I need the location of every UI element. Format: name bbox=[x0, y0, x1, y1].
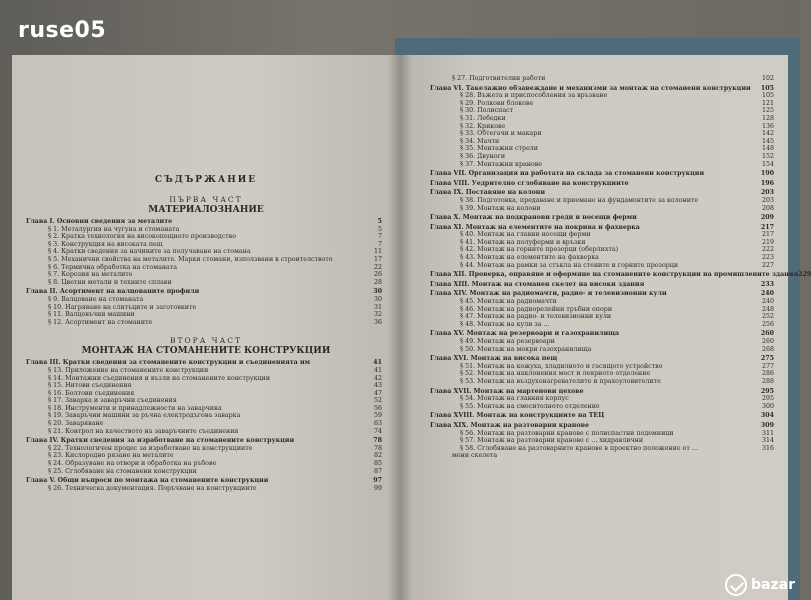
toc-section-entry bbox=[26, 226, 382, 234]
toc-page-number: 142 bbox=[761, 130, 774, 138]
toc-entry-title: § 50. Монтаж на мокри газохранилища bbox=[460, 345, 592, 353]
toc-entry-title: § 20. Заваряване bbox=[48, 420, 104, 428]
toc-chapter-entry bbox=[26, 437, 382, 445]
part2-label: ВТОРА ЧАСТ bbox=[170, 336, 242, 346]
toc-page-number: 295 bbox=[760, 387, 774, 395]
toc-page-number: 43 bbox=[373, 382, 382, 390]
toc-entry-title: Глава XIX. Монтаж на разтоварни кранове bbox=[430, 421, 589, 429]
toc-section-entry bbox=[430, 138, 774, 146]
toc-section-entry bbox=[430, 363, 774, 371]
toc-entry-title: § 27. Подготвителни работи bbox=[452, 75, 546, 82]
toc-section-entry bbox=[430, 145, 774, 153]
toc-page-number: 78 bbox=[373, 444, 382, 452]
toc-entry-title: Глава V. Общи въпроси по монтажа на стоманените конструкции bbox=[26, 477, 269, 485]
toc-section-entry bbox=[430, 123, 774, 131]
toc-chapter-entry bbox=[430, 412, 774, 420]
toc-page-number: 219 bbox=[761, 238, 774, 246]
toc-chapter-entry bbox=[26, 218, 382, 226]
site-badge bbox=[725, 570, 800, 600]
toc-section-entry bbox=[430, 231, 774, 239]
toc-page-number: 240 bbox=[760, 290, 774, 298]
toc-section-entry bbox=[430, 197, 774, 205]
toc-entry-title: § 58. Сглобяване на разтоварните кранове в проектно положение от ... bbox=[460, 444, 698, 452]
toc-section-entry bbox=[430, 403, 774, 411]
toc-section-entry bbox=[26, 279, 382, 287]
check-circle-icon bbox=[725, 574, 747, 596]
toc-entry-title: Глава VI. Такелажно обзавеждане и механизми за монтаж на стоманени конструкции bbox=[430, 84, 751, 92]
toc-section-entry bbox=[430, 100, 774, 108]
toc-section-entry bbox=[26, 296, 382, 304]
toc-page-number: 41 bbox=[373, 366, 382, 374]
toc-entry-title: Глава X. Монтаж на подкранови греди и носещи ферми bbox=[430, 214, 637, 222]
toc-page-number: 154 bbox=[761, 160, 774, 168]
toc-section-entry bbox=[26, 468, 382, 476]
toc-section-entry bbox=[430, 313, 774, 321]
toc-entry-title: § 22. Технологичен процес за изработване на конструкциите bbox=[48, 444, 253, 452]
toc-section-entry bbox=[26, 405, 382, 413]
toc-page-number: 309 bbox=[760, 421, 774, 429]
toc-entry-title: § 52. Монтаж на наклонения мост и леярното отделение bbox=[460, 370, 651, 378]
toc-chapter-entry bbox=[430, 189, 774, 197]
toc-section-entry bbox=[26, 445, 382, 453]
toc-entry-title: § 7. Корозия на металите bbox=[48, 271, 133, 279]
toc-section-entry bbox=[430, 161, 774, 169]
toc-chapter-entry bbox=[26, 288, 382, 296]
toc-section-entry bbox=[26, 452, 382, 460]
toc-entry-title: § 3. Конструкция на високата пещ bbox=[48, 240, 163, 248]
toc-section-entry bbox=[26, 485, 382, 493]
toc-page-number: 223 bbox=[761, 254, 774, 262]
right-toc bbox=[400, 75, 811, 460]
toc-page-number: 47 bbox=[373, 389, 382, 397]
toc-entry-title: § 40. Монтаж на главни носещи ферми bbox=[460, 231, 591, 239]
toc-chapter-entry bbox=[430, 281, 774, 289]
toc-page-number: 31 bbox=[373, 303, 382, 311]
toc-entry-title: § 28. Въжета и приспособления за връзване bbox=[460, 92, 608, 100]
part1-title: МАТЕРИАЛОЗНАНИЕ bbox=[148, 205, 264, 215]
toc-chapter-entry bbox=[430, 355, 774, 363]
badge-label: bazar bbox=[751, 577, 795, 593]
toc-chapter-entry bbox=[430, 388, 774, 396]
toc-page-number: 295 bbox=[761, 395, 774, 403]
toc-page-number bbox=[756, 452, 774, 460]
toc-page-number: 41 bbox=[373, 359, 382, 367]
toc-page-number: 87 bbox=[373, 467, 382, 475]
toc-page-number: 208 bbox=[761, 204, 774, 212]
toc-page-number: 268 bbox=[761, 345, 774, 353]
toc-page-number: 256 bbox=[761, 320, 774, 328]
toc-page-number: 128 bbox=[761, 114, 774, 122]
toc-page-number: 314 bbox=[761, 437, 774, 445]
toc-page-number: 74 bbox=[373, 427, 382, 435]
toc-page-number: 300 bbox=[761, 402, 774, 410]
toc-section-entry bbox=[430, 107, 774, 115]
toc-page-number: 145 bbox=[761, 137, 774, 145]
toc-section-entry bbox=[430, 246, 774, 254]
toc-section-entry bbox=[26, 460, 382, 468]
toc-entry-title: § 19. Заваръчни машини за ръчна електродъгова заварка bbox=[48, 412, 241, 420]
toc-section-entry bbox=[26, 264, 382, 272]
toc-entry-title: § 43. Монтаж на елементите на фахверка bbox=[460, 254, 599, 262]
toc-page-number: 252 bbox=[761, 313, 774, 321]
toc-entry-title: § 16. Болтови съединения bbox=[48, 389, 135, 397]
toc-page-number: 190 bbox=[760, 170, 774, 178]
toc-entry-title: Глава II. Асортимент на валцованите профили bbox=[26, 288, 200, 296]
toc-entry-title: § 9. Валцоване на стоманата bbox=[48, 295, 144, 303]
toc-entry-title: § 34. Мачти bbox=[460, 137, 500, 145]
toc-page-number: 286 bbox=[761, 370, 774, 378]
toc-page-number: 85 bbox=[373, 460, 382, 468]
toc-entry-title: § 35. Монтажни стрели bbox=[460, 145, 538, 153]
toc-entry-title: § 1. Металургия на чугуна и стоманата bbox=[48, 225, 180, 233]
toc-page-number: 196 bbox=[760, 179, 774, 187]
toc-section-entry bbox=[26, 367, 382, 375]
toc-page-number: 260 bbox=[760, 330, 774, 338]
toc-page-number: 17 bbox=[373, 255, 382, 263]
toc-page-number: 233 bbox=[760, 280, 774, 288]
toc-entry-title: § 47. Монтаж на радио- и телевизионни кули bbox=[460, 313, 612, 321]
toc-entry-title: § 4. Кратки сведения за начините за получаване на стомана bbox=[48, 248, 251, 256]
toc-entry-title: § 23. Кислородно рязане на металите bbox=[48, 452, 174, 460]
toc-page-number: 30 bbox=[373, 288, 382, 296]
toc-page-number: 36 bbox=[373, 318, 382, 326]
toc-entry-title: Глава I. Основни сведения за металите bbox=[26, 218, 173, 225]
toc-entry-title: § 25. Сглобяване на стоманени конструкции bbox=[48, 467, 197, 475]
toc-entry-title: Глава XIII. Монтаж на стоманен скелет на високи здания bbox=[430, 280, 645, 288]
toc-page-number: 26 bbox=[373, 271, 382, 279]
part2-toc bbox=[12, 359, 400, 492]
toc-section-entry bbox=[26, 233, 382, 241]
toc-entry-title: § 41. Монтаж на полуферми и връзки bbox=[460, 238, 586, 246]
toc-entry-title: Глава VII. Организация на работата на склада за стоманени конструкции bbox=[430, 170, 705, 178]
toc-page-number: 125 bbox=[761, 107, 774, 115]
toc-page-number: 288 bbox=[761, 377, 774, 385]
toc-page-number: 203 bbox=[760, 189, 774, 197]
toc-entry-title: § 48. Монтаж на кули за ... bbox=[460, 320, 550, 328]
toc-section-entry bbox=[26, 256, 382, 264]
toc-chapter-entry bbox=[430, 85, 774, 93]
toc-entry-title: § 18. Инструменти и принадлежности на заварчика bbox=[48, 404, 222, 412]
toc-entry-title: § 54. Монтаж на главния корпус bbox=[460, 395, 569, 403]
toc-page-number: 311 bbox=[761, 429, 774, 437]
toc-page-number: 275 bbox=[760, 355, 774, 363]
toc-page-number: 217 bbox=[761, 231, 774, 239]
toc-page-number: 227 bbox=[761, 261, 774, 269]
toc-entry-title: Глава III. Кратки сведения за стоманените конструкции и съединенията им bbox=[26, 359, 311, 367]
toc-entry-title: § 6. Термична обработка на стоманата bbox=[48, 263, 178, 271]
toc-section-entry bbox=[26, 375, 382, 383]
toc-section-entry bbox=[26, 382, 382, 390]
toc-entry-title: § 32. Крикове bbox=[460, 122, 506, 130]
toc-entry-title: § 12. Асортимент на стоманите bbox=[48, 318, 153, 326]
toc-page-number: 63 bbox=[373, 420, 382, 428]
right-page bbox=[400, 55, 811, 600]
toc-page-number: 30 bbox=[373, 295, 382, 303]
toc-page-number: 99 bbox=[373, 484, 382, 492]
toc-page-number: 105 bbox=[760, 84, 774, 92]
toc-entry-title: § 44. Монтаж на рамки за стъкла на стените и горните прозорци bbox=[460, 261, 679, 269]
toc-entry-title: § 29. Ролкови блокове bbox=[460, 99, 534, 107]
toc-page-number: 42 bbox=[373, 374, 382, 382]
toc-entry-title: § 46. Монтаж на радиорелейни тръбни опори bbox=[460, 305, 613, 313]
toc-section-entry bbox=[430, 445, 774, 453]
toc-entry-title: § 14. Монтажни съединения и възли на стоманените конструкции bbox=[48, 374, 271, 382]
toc-entry-title: § 24. Образуване на отвори и обработка на ръбове bbox=[48, 460, 217, 468]
toc-entry-title: мени скелета bbox=[452, 452, 498, 460]
toc-entry-title: Глава VIII. Уедрително сглобяване на конструкциите bbox=[430, 179, 629, 187]
toc-section-entry bbox=[430, 338, 774, 346]
toc-entry-title: § 38. Подготовка, предаване и приемане на фундаментите за колоните bbox=[460, 196, 699, 204]
toc-section-entry bbox=[430, 75, 774, 83]
toc-entry-title: Глава XI. Монтаж на елементите на покрива и фахверка bbox=[430, 223, 640, 231]
toc-page-number: 222 bbox=[761, 246, 774, 254]
toc-section-entry bbox=[26, 397, 382, 405]
toc-section-entry bbox=[430, 437, 774, 445]
toc-entry-title: Глава XIV. Монтаж на радиомачти, радио- и телевизионни кули bbox=[430, 290, 667, 298]
toc-entry-title: Глава IV. Кратки сведения за изработване на стоманените конструкции bbox=[26, 437, 295, 445]
toc-entry-title: § 39. Монтаж на колони bbox=[460, 204, 541, 212]
toc-section-entry bbox=[430, 239, 774, 247]
toc-section-entry bbox=[430, 452, 774, 460]
toc-chapter-entry bbox=[430, 271, 811, 279]
left-page bbox=[12, 55, 400, 600]
toc-entry-title: Глава XVI. Монтаж на висока пещ bbox=[430, 355, 558, 363]
part1-toc bbox=[12, 218, 400, 326]
toc-page-number: 217 bbox=[760, 223, 774, 231]
toc-page-number: 152 bbox=[761, 152, 774, 160]
toc-section-entry bbox=[430, 130, 774, 138]
book-gutter bbox=[388, 55, 412, 600]
toc-page-number: 5 bbox=[377, 225, 382, 233]
toc-chapter-entry bbox=[26, 359, 382, 367]
watermark-text: ruse05 bbox=[18, 18, 107, 43]
toc-entry-title: § 13. Приложение на стоманените конструкции bbox=[48, 366, 209, 374]
toc-page-number: 240 bbox=[761, 298, 774, 306]
toc-page-number: 7 bbox=[377, 240, 382, 248]
toc-section-entry bbox=[430, 254, 774, 262]
toc-page-number: 5 bbox=[377, 218, 382, 225]
toc-section-entry bbox=[430, 92, 774, 100]
toc-page-number: 203 bbox=[761, 196, 774, 204]
toc-entry-title: Глава XVIII. Монтаж на конструкциите на ТЕЦ bbox=[430, 412, 605, 420]
toc-entry-title: § 11. Валцовъчни машини bbox=[48, 311, 135, 319]
toc-entry-title: § 17. Заварка и заваръчни съединения bbox=[48, 397, 177, 405]
toc-entry-title: Глава IX. Поставяне на колони bbox=[430, 189, 546, 197]
toc-chapter-entry bbox=[430, 224, 774, 232]
toc-section-entry bbox=[430, 115, 774, 123]
toc-entry-title: § 55. Монтаж на смесителното отделение bbox=[460, 402, 600, 410]
toc-chapter-entry bbox=[430, 330, 774, 338]
toc-section-entry bbox=[26, 412, 382, 420]
part2-title: МОНТАЖ НА СТОМАНЕНИТЕ КОНСТРУКЦИИ bbox=[81, 346, 331, 357]
toc-entry-title: § 15. Нитови съединения bbox=[48, 382, 132, 390]
toc-entry-title: § 10. Нагряване на слитъците и заготовките bbox=[48, 303, 197, 311]
toc-chapter-entry bbox=[430, 170, 774, 178]
toc-page-number: 148 bbox=[761, 145, 774, 153]
toc-chapter-entry bbox=[430, 180, 774, 188]
toc-entry-title: § 49. Монтаж на резервоари bbox=[460, 338, 555, 345]
toc-section-entry bbox=[26, 248, 382, 256]
toc-section-entry bbox=[430, 298, 774, 306]
toc-section-entry bbox=[26, 241, 382, 249]
toc-entry-title: § 31. Лебедки bbox=[460, 114, 506, 122]
toc-page-number: 82 bbox=[373, 452, 382, 460]
toc-page-number: 121 bbox=[761, 99, 774, 107]
toc-entry-title: § 2. Кратка технология на високопещното производство bbox=[48, 233, 236, 241]
toc-page-number: 7 bbox=[377, 233, 382, 241]
toc-entry-title: § 8. Цветни метали и техните сплави bbox=[48, 278, 172, 286]
toc-section-entry bbox=[430, 153, 774, 161]
toc-entry-title: § 56. Монтаж на разтоварни кранове с полиспастни подемници bbox=[460, 429, 674, 437]
toc-entry-title: § 53. Монтаж на въздухонагревателите и прахоуловителите bbox=[460, 377, 661, 385]
toc-page-number: 277 bbox=[761, 362, 774, 370]
toc-page-number: 136 bbox=[761, 122, 774, 130]
toc-page-number: 56 bbox=[373, 404, 382, 412]
toc-page-number: 11 bbox=[373, 248, 382, 256]
toc-page-number: 22 bbox=[373, 263, 382, 271]
toc-section-entry bbox=[430, 306, 774, 314]
toc-section-entry bbox=[26, 271, 382, 279]
toc-page-number: 248 bbox=[761, 305, 774, 313]
part1-label: ПЪРВА ЧАСТ bbox=[169, 195, 243, 204]
toc-section-entry bbox=[430, 430, 774, 438]
toc-entry-title: § 42. Монтаж на горните прозорци (оберлихта) bbox=[460, 246, 619, 254]
toc-entry-title: § 45. Монтаж на радиомачти bbox=[460, 298, 557, 306]
toc-section-entry bbox=[430, 395, 774, 403]
toc-chapter-entry bbox=[26, 477, 382, 485]
toc-section-entry bbox=[430, 370, 774, 378]
toc-entry-title: Глава XII. Проверка, оправяне и оформяне на стоманените конструкции на промишлените здания bbox=[430, 271, 799, 279]
toc-section-entry bbox=[430, 205, 774, 213]
toc-entry-title: § 30. Полиспаст bbox=[460, 107, 514, 115]
toc-entry-title: Глава XV. Монтаж на резервоари и газохранилища bbox=[430, 330, 620, 338]
toc-entry-title: § 57. Монтаж на разтоварни кранове с ... хидравлични bbox=[460, 437, 644, 445]
toc-page-number: 316 bbox=[761, 444, 774, 452]
toc-page-number: 105 bbox=[761, 92, 774, 100]
toc-page-number: 229 bbox=[798, 271, 811, 279]
toc-entry-title: § 26. Техническа документация. Поръчване на конструкциите bbox=[48, 484, 257, 492]
toc-chapter-entry bbox=[430, 422, 774, 430]
toc-section-entry bbox=[430, 262, 774, 270]
toc-section-entry bbox=[26, 420, 382, 428]
toc-section-entry bbox=[26, 319, 382, 327]
toc-section-entry bbox=[26, 311, 382, 319]
toc-section-entry bbox=[26, 390, 382, 398]
toc-entry-title: Глава XVII. Монтаж на мартенови цехове bbox=[430, 387, 584, 395]
toc-page-number: 52 bbox=[373, 397, 382, 405]
toc-chapter-entry bbox=[430, 290, 774, 298]
toc-entry-title: § 36. Двуноги bbox=[460, 152, 506, 160]
toc-section-entry bbox=[26, 304, 382, 312]
toc-page-number: 97 bbox=[373, 477, 382, 485]
toc-page-number: 32 bbox=[373, 311, 382, 319]
toc-page-number: 102 bbox=[761, 75, 774, 82]
toc-entry-title: § 21. Контрол на качеството на заваръчните съединения bbox=[48, 427, 239, 435]
toc-entry-title: § 33. Обтегачи и макари bbox=[460, 130, 542, 138]
toc-page-number: 78 bbox=[373, 437, 382, 445]
toc-entry-title: § 5. Механични свойства на металите. Марки стомани, използвани в строителството bbox=[48, 255, 333, 263]
toc-chapter-entry bbox=[430, 214, 774, 222]
toc-section-entry bbox=[430, 346, 774, 354]
toc-section-entry bbox=[26, 428, 382, 436]
toc-entry-title: § 51. Монтаж на кожуха, хладилното и гасящото устройство bbox=[460, 362, 663, 370]
toc-page-number: 260 bbox=[761, 338, 774, 345]
toc-section-entry bbox=[430, 321, 774, 329]
toc-section-entry bbox=[430, 378, 774, 386]
toc-page-number: 28 bbox=[373, 278, 382, 286]
toc-entry-title: § 37. Монтажни кранове bbox=[460, 160, 543, 168]
toc-page-number: 59 bbox=[373, 412, 382, 420]
toc-page-number: 304 bbox=[760, 412, 774, 420]
toc-page-number: 209 bbox=[760, 214, 774, 222]
contents-heading: СЪДЪРЖАНИЕ bbox=[154, 175, 258, 185]
